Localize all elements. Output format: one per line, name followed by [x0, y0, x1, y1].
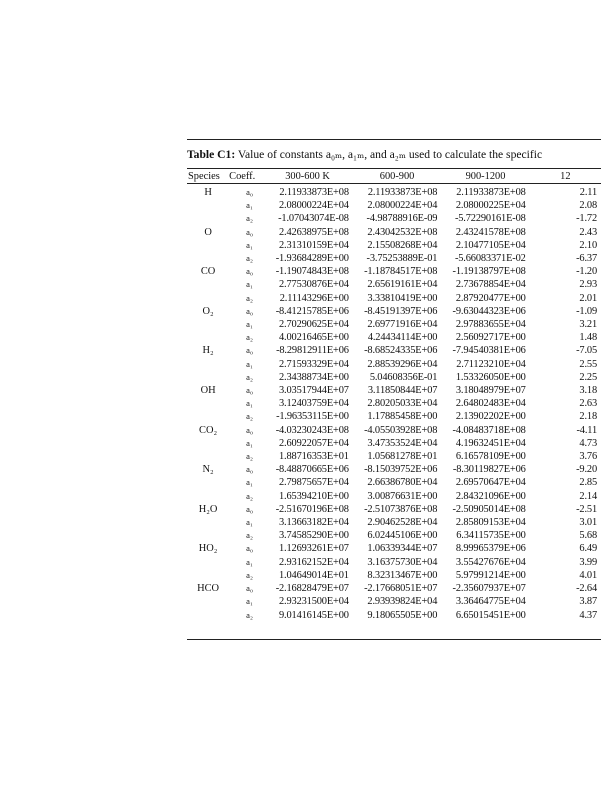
value-cell: 9.18065505E+00	[367, 609, 438, 621]
value-cell: 5.68	[579, 530, 597, 542]
value-cell: -7.94540381E+06	[452, 345, 526, 357]
species-cell	[187, 529, 229, 542]
value-cell: -8.29812911E+06	[276, 345, 349, 357]
value-cell: -2.35607937E+07	[452, 583, 526, 595]
value-cell: 3.11850844E+07	[367, 385, 438, 397]
value-cell: 2.11933873E+08	[279, 187, 349, 198]
coefficient-cell: a₁	[246, 279, 253, 290]
value-cell: 2.63	[579, 398, 597, 410]
value-cell: 1.65394210E+00	[279, 490, 349, 502]
value-cell: -4.05503928E+08	[364, 424, 438, 436]
value-cell: 2.11933873E+08	[367, 187, 438, 198]
value-cell: 2.08	[579, 200, 597, 212]
value-cell: 6.16578109E+00	[455, 451, 526, 463]
table-bottom-rule	[187, 639, 601, 640]
value-cell: 3.01	[579, 517, 597, 529]
column-header-coeff: Coeff.	[229, 171, 256, 182]
species-cell: HO₂	[198, 543, 218, 555]
table-row	[187, 542, 601, 555]
coefficient-cell: a₂	[246, 253, 253, 264]
table-row	[187, 252, 601, 265]
species-cell	[187, 437, 229, 450]
value-cell: 3.03517944E+07	[279, 385, 349, 397]
table-row	[187, 278, 601, 291]
column-header-range-3: 900-1200	[465, 171, 506, 182]
value-cell: 2.08000225E+04	[455, 200, 526, 212]
value-cell: 2.60922057E+04	[279, 437, 349, 449]
value-cell: -8.45191397E+06	[364, 305, 438, 317]
species-cell	[187, 252, 229, 265]
coefficient-cell: a₁	[246, 200, 253, 211]
value-cell: 1.05681278E+01	[367, 451, 438, 463]
value-cell: 3.00876631E+00	[367, 490, 438, 502]
table-row	[187, 183, 601, 199]
value-cell: -8.15039752E+06	[364, 464, 438, 476]
value-cell: 4.24434114E+00	[367, 332, 438, 344]
table-row	[187, 437, 601, 450]
table-caption	[187, 148, 542, 162]
value-cell: 2.85	[579, 477, 597, 489]
coefficient-cell: a₀	[246, 305, 253, 316]
value-cell: 2.15508268E+04	[367, 239, 438, 251]
coefficient-cell: a₂	[246, 490, 253, 501]
value-cell: -2.17668051E+07	[364, 583, 438, 595]
value-cell: 8.99965379E+06	[455, 543, 526, 555]
coefficient-cell: a₀	[246, 226, 253, 237]
column-header-species: Species	[188, 171, 220, 182]
coefficient-cell: a₀	[246, 464, 253, 475]
value-cell: 3.13663182E+04	[279, 517, 349, 529]
value-cell: 2.42638975E+08	[279, 226, 349, 238]
table-row	[187, 503, 601, 516]
value-cell: 2.13902202E+00	[455, 411, 526, 423]
value-cell: 4.00216465E+00	[279, 332, 349, 344]
value-cell: 2.84321096E+00	[455, 490, 526, 502]
value-cell: 2.66386780E+04	[367, 477, 438, 489]
value-cell: 2.08000224E+04	[367, 200, 438, 212]
coefficient-cell: a₁	[246, 477, 253, 488]
value-cell: 5.04608356E-01	[369, 371, 438, 383]
value-cell: -2.51670196E+08	[275, 503, 349, 515]
coefficient-cell: a₁	[246, 398, 253, 409]
value-cell: -7.05	[576, 345, 597, 357]
species-cell	[187, 556, 229, 569]
value-cell: 2.87920477E+00	[455, 292, 526, 304]
coefficient-cell: a₂	[246, 292, 253, 303]
value-cell: 2.93939824E+04	[367, 596, 438, 608]
value-cell: -9.63044323E+06	[452, 305, 526, 317]
table-row	[187, 529, 601, 542]
table-row	[187, 358, 601, 371]
table-header-row	[187, 170, 601, 183]
column-header-range-4: 12	[560, 171, 571, 182]
value-cell: 3.16375730E+04	[367, 556, 438, 568]
value-cell: 3.21	[579, 319, 597, 331]
coefficient-cell: a₂	[246, 371, 253, 382]
coefficient-cell: a₂	[246, 213, 253, 224]
value-cell: 2.18	[579, 411, 597, 423]
coefficient-cell: a₀	[246, 266, 253, 277]
value-cell: -9.20	[576, 464, 597, 476]
species-cell	[187, 358, 229, 371]
table-row	[187, 595, 601, 608]
value-cell: 2.10477105E+04	[455, 239, 526, 251]
species-cell: HCO	[197, 583, 220, 595]
species-cell	[187, 331, 229, 344]
value-cell: 1.53326050E+00	[455, 371, 526, 383]
species-cell	[187, 199, 229, 212]
table-top-rule	[187, 139, 601, 140]
species-cell: H₂O	[198, 503, 218, 515]
value-cell: -5.66083371E-02	[454, 253, 526, 265]
table-row	[187, 292, 601, 305]
value-cell: 2.43241578E+08	[455, 226, 526, 238]
species-cell: CO₂	[199, 424, 218, 436]
value-cell: 2.56092717E+00	[455, 332, 526, 344]
table-row	[187, 410, 601, 423]
value-cell: 2.69771916E+04	[367, 319, 438, 331]
table-row	[187, 226, 601, 239]
value-cell: 3.12403759E+04	[279, 398, 349, 410]
coefficient-cell: a₂	[246, 569, 253, 580]
value-cell: -1.09	[576, 305, 597, 317]
value-cell: 8.32313467E+00	[367, 569, 438, 581]
value-cell: -8.48870665E+06	[275, 464, 349, 476]
coefficient-cell: a₁	[246, 358, 253, 369]
value-cell: 3.87	[579, 596, 597, 608]
species-cell: N₂	[202, 464, 214, 476]
coefficient-cell: a₀	[246, 583, 253, 594]
coefficients-table	[187, 170, 601, 622]
value-cell: 2.65619161E+04	[367, 279, 438, 291]
coefficient-cell: a₁	[246, 239, 253, 250]
coefficient-cell: a₂	[246, 609, 253, 620]
value-cell: 2.31310159E+04	[279, 239, 349, 251]
value-cell: 3.47353524E+04	[367, 437, 438, 449]
column-header-range-2: 600-900	[379, 171, 415, 182]
value-cell: 4.19632451E+04	[455, 437, 526, 449]
value-cell: -8.30119827E+06	[452, 464, 526, 476]
value-cell: 2.93	[579, 279, 597, 291]
value-cell: -1.72	[576, 213, 597, 225]
table-row	[187, 212, 601, 225]
document-page	[187, 139, 601, 641]
value-cell: 2.55	[579, 358, 597, 370]
table-body	[187, 183, 601, 622]
value-cell: 2.93231500E+04	[279, 596, 349, 608]
coefficient-cell: a₁	[246, 437, 253, 448]
species-cell: OH	[200, 385, 216, 397]
table-row	[187, 344, 601, 357]
value-cell: 4.01	[579, 569, 597, 581]
value-cell: 2.10	[579, 239, 597, 251]
value-cell: 2.88539296E+04	[367, 358, 438, 370]
value-cell: 1.17885458E+00	[367, 411, 438, 423]
table-row	[187, 569, 601, 582]
value-cell: -3.75253889E-01	[366, 253, 438, 265]
species-cell: H	[204, 187, 212, 198]
value-cell: -5.72290161E-08	[454, 213, 526, 225]
value-cell: 1.88716353E+01	[279, 451, 349, 463]
species-cell	[187, 609, 229, 622]
coefficient-cell: a₀	[246, 187, 253, 197]
value-cell: 1.04649014E+01	[279, 569, 349, 581]
value-cell: 2.93162152E+04	[279, 556, 349, 568]
header-top-rule	[187, 168, 601, 169]
table-row	[187, 371, 601, 384]
species-cell	[187, 318, 229, 331]
species-cell	[187, 292, 229, 305]
value-cell: 3.18048979E+07	[455, 385, 526, 397]
value-cell: -1.20	[576, 266, 597, 278]
value-cell: -2.64	[576, 583, 597, 595]
table-caption-text: Value of constants a₀ₘ, a₁ₘ, and a₂ₘ used to calculate the specific	[237, 148, 543, 161]
value-cell: 2.01	[579, 292, 597, 304]
value-cell: 2.64802483E+04	[455, 398, 526, 410]
species-cell	[187, 476, 229, 489]
table-row	[187, 476, 601, 489]
table-caption-label: Table C1:	[187, 148, 236, 161]
value-cell: -1.07043074E-08	[278, 213, 349, 225]
value-cell: 1.06339344E+07	[367, 543, 438, 555]
value-cell: -2.51073876E+08	[364, 503, 438, 515]
species-cell	[187, 410, 229, 423]
value-cell: 1.48	[579, 332, 597, 344]
value-cell: 2.90462528E+04	[367, 517, 438, 529]
table-row	[187, 582, 601, 595]
value-cell: 2.43042532E+08	[367, 226, 438, 238]
value-cell: 3.99	[579, 556, 597, 568]
value-cell: 2.11933873E+08	[456, 187, 526, 198]
value-cell: 6.34115735E+00	[456, 530, 526, 542]
species-cell	[187, 239, 229, 252]
value-cell: 3.36464775E+04	[455, 596, 526, 608]
value-cell: 2.69570647E+04	[455, 477, 526, 489]
coefficient-cell: a₁	[246, 556, 253, 567]
table-row	[187, 397, 601, 410]
value-cell: -1.19138797E+08	[452, 266, 526, 278]
coefficient-cell: a₀	[246, 424, 253, 435]
value-cell: 2.11	[579, 187, 597, 198]
table-row	[187, 556, 601, 569]
species-cell	[187, 212, 229, 225]
value-cell: -8.41215785E+06	[275, 305, 349, 317]
species-cell: H₂	[202, 345, 214, 357]
value-cell: 2.80205033E+04	[367, 398, 438, 410]
value-cell: 2.43	[579, 226, 597, 238]
table-row	[187, 516, 601, 529]
table-row	[187, 331, 601, 344]
species-cell	[187, 371, 229, 384]
species-cell: CO	[200, 266, 216, 278]
coefficient-cell: a₂	[246, 411, 253, 422]
value-cell: 2.85809153E+04	[455, 517, 526, 529]
species-cell: O₂	[202, 305, 214, 317]
value-cell: 6.02445106E+00	[367, 530, 438, 542]
species-cell	[187, 595, 229, 608]
value-cell: 3.76	[579, 451, 597, 463]
table-row	[187, 424, 601, 437]
coefficient-cell: a₀	[246, 385, 253, 396]
value-cell: -2.16828479E+07	[275, 583, 349, 595]
species-cell	[187, 569, 229, 582]
value-cell: -8.68524335E+06	[364, 345, 438, 357]
value-cell: 2.71123210E+04	[456, 358, 526, 370]
table-row	[187, 384, 601, 397]
value-cell: 2.73678854E+04	[455, 279, 526, 291]
coefficient-cell: a₁	[246, 319, 253, 330]
value-cell: 2.14	[579, 490, 597, 502]
value-cell: 2.11143296E+00	[279, 292, 349, 304]
table-row	[187, 450, 601, 463]
value-cell: 6.65015451E+00	[455, 609, 526, 621]
table-row	[187, 265, 601, 278]
value-cell: 4.37	[579, 609, 597, 621]
value-cell: -1.96353115E+00	[276, 411, 349, 423]
value-cell: 1.12693261E+07	[279, 543, 349, 555]
value-cell: 2.34388734E+00	[279, 371, 349, 383]
value-cell: 2.97883655E+04	[455, 319, 526, 331]
column-header-range-1: 300-600 K	[285, 171, 330, 182]
value-cell: -1.93684289E+00	[275, 253, 349, 265]
value-cell: 9.01416145E+00	[279, 609, 349, 621]
value-cell: -4.98788916E-09	[366, 213, 438, 225]
species-cell	[187, 450, 229, 463]
value-cell: 6.49	[579, 543, 597, 555]
value-cell: -1.18784517E+08	[364, 266, 438, 278]
coefficient-cell: a₀	[246, 345, 253, 356]
value-cell: 2.71593329E+04	[279, 358, 349, 370]
coefficient-cell: a₀	[246, 503, 253, 514]
species-cell	[187, 516, 229, 529]
value-cell: -6.37	[576, 253, 597, 265]
value-cell: 3.18	[579, 385, 597, 397]
value-cell: 3.74585290E+00	[279, 530, 349, 542]
value-cell: -2.51	[576, 503, 597, 515]
species-cell	[187, 278, 229, 291]
value-cell: -4.11	[576, 424, 597, 436]
value-cell: -2.50905014E+08	[452, 503, 526, 515]
table-row	[187, 239, 601, 252]
value-cell: 5.97991214E+00	[455, 569, 526, 581]
value-cell: -1.19074843E+08	[275, 266, 349, 278]
value-cell: 2.08000224E+04	[279, 200, 349, 212]
table-row	[187, 463, 601, 476]
coefficient-cell: a₁	[246, 596, 253, 607]
table-row	[187, 609, 601, 622]
coefficient-cell: a₂	[246, 530, 253, 541]
value-cell: -4.03230243E+08	[275, 424, 349, 436]
value-cell: 4.73	[579, 437, 597, 449]
value-cell: 2.79875657E+04	[279, 477, 349, 489]
species-cell: O	[204, 226, 212, 238]
coefficient-cell: a₁	[246, 517, 253, 528]
table-row	[187, 199, 601, 212]
value-cell: -4.08483718E+08	[452, 424, 526, 436]
species-cell	[187, 490, 229, 503]
coefficient-cell: a₀	[246, 543, 253, 554]
table-row	[187, 490, 601, 503]
species-cell	[187, 397, 229, 410]
coefficient-cell: a₂	[246, 332, 253, 343]
value-cell: 3.33810419E+00	[367, 292, 438, 304]
coefficient-cell: a₂	[246, 451, 253, 462]
table-row	[187, 305, 601, 318]
value-cell: 2.77530876E+04	[279, 279, 349, 291]
value-cell: 2.25	[579, 371, 597, 383]
value-cell: 2.70290625E+04	[279, 319, 349, 331]
value-cell: 3.55427676E+04	[455, 556, 526, 568]
table-row	[187, 318, 601, 331]
